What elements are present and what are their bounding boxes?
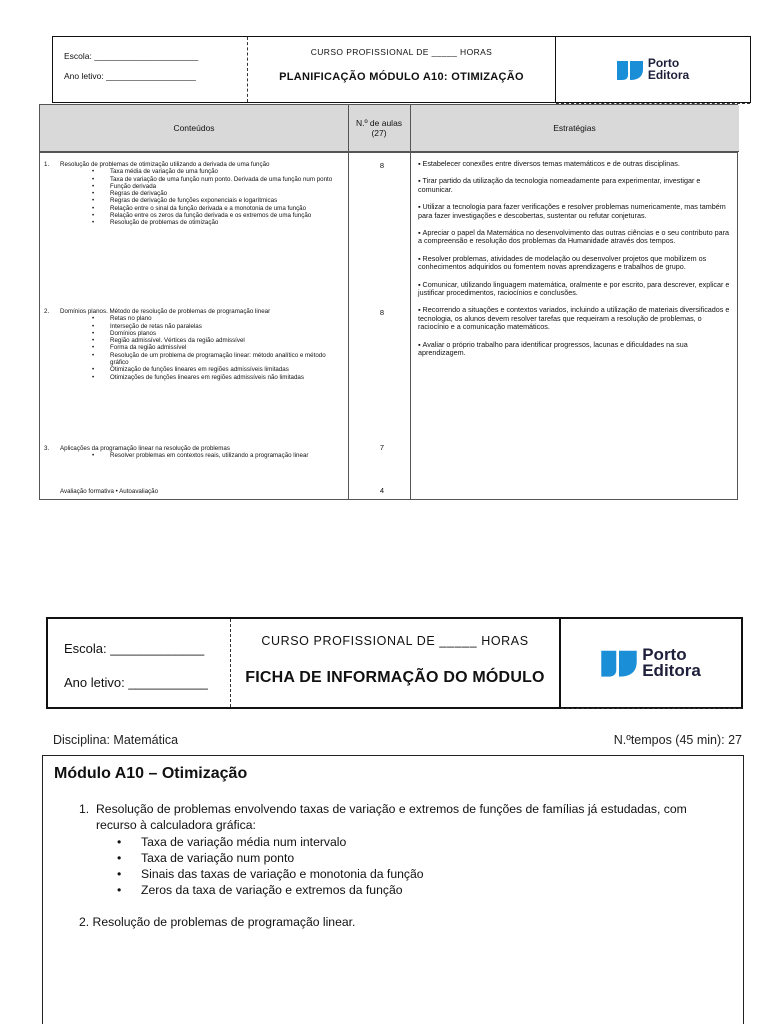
course-title-cell <box>231 619 561 707</box>
section-title: 1. Resolução de problemas de otimização utilizando a derivada de uma função <box>44 161 270 168</box>
col-estrategias-header: Estratégias <box>410 105 739 152</box>
section-title: 3. Aplicações da programação linear na resolução de problemas <box>44 445 230 452</box>
list-item: • Taxa de variação de uma função num ponto. Derivada de uma função num ponto <box>40 176 348 183</box>
escola-row: Escola: _____________ <box>64 641 205 656</box>
logo-porto: Porto <box>647 56 680 71</box>
ano-letivo-label: Ano letivo: <box>64 71 104 81</box>
estrategia-item: ▪ Avaliar o próprio trabalho para identificar progressos, lacunas e dificuldades na sua aprendizagem. <box>418 341 734 358</box>
estrategia-item: ▪ Comunicar, utilizando linguagem matemática, oralmente e por escrito, para descrever, explicar e justificar procedimentos, raciocínios e conclusões. <box>418 281 734 298</box>
modulo-title: Módulo A10 – Otimização <box>54 765 248 782</box>
table-divider <box>348 105 349 499</box>
list-item: • Região admissível. Vértices da região admissível <box>40 337 348 344</box>
list-item: • Zeros da taxa de variação e extremos da função <box>141 882 719 898</box>
escola-label: Escola: <box>64 51 92 61</box>
estrategias-list <box>418 160 734 367</box>
curso-line: CURSO PROFISSIONAL DE _____ HORAS <box>261 634 529 648</box>
planificacao-header <box>52 36 751 103</box>
modulo-item-2: 2. Resolução de problemas de programação linear. <box>79 914 356 929</box>
ficha-header <box>46 617 743 709</box>
estrategia-item: ▪ Tirar partido da utilização da tecnologia nomeadamente para experimentar, investigar e comunicar. <box>418 177 734 194</box>
list-item: • Taxa de variação num ponto <box>141 850 719 866</box>
list-item: • Relação entre os zeros da função derivada e os extremos de uma função <box>40 212 348 219</box>
list-item: • Função derivada <box>40 183 348 190</box>
modulo-content <box>79 801 719 930</box>
ano-letivo-row: Ano letivo: ___________________ <box>64 71 196 81</box>
course-title-cell <box>248 37 556 102</box>
disciplina-label: Disciplina: Matemática <box>53 733 179 747</box>
list-item: • Relação entre o sinal da função derivada e a monotonia de uma função <box>40 205 348 212</box>
col-aulas-header: N.º de aulas (27) <box>348 105 410 152</box>
list-item: • Regras de derivação de funções exponenciais e logarítmicas <box>40 197 348 204</box>
logo-cell <box>561 619 741 707</box>
estrategia-item: ▪ Apreciar o papel da Matemática no desenvolvimento das outras ciências e o seu contributo para a compreensão e resolução dos problemas da Humanidade através dos tempos. <box>418 229 734 246</box>
section-3-aulas: 7 <box>379 443 385 452</box>
porto-editora-logo <box>601 644 701 680</box>
porto-editora-mark-icon <box>601 648 637 678</box>
list-item: • Taxa média de variação de uma função <box>40 168 348 175</box>
list-item: • Resolução de problemas de otimização <box>40 219 348 226</box>
list-item: • Regras de derivação <box>40 190 348 197</box>
estrategia-item: ▪ Estabelecer conexões entre diversos temas matemáticos e de outras disciplinas. <box>418 160 734 168</box>
modulo-item-1-bullets <box>79 834 719 899</box>
section-title: 2. Domínios planos. Método de resolução de problemas de programação linear <box>44 308 271 315</box>
school-info <box>48 619 231 707</box>
estrategia-item: ▪ Recorrendo a situações e contextos variados, incluindo a utilização de materiais diversificados e tecnologia, os alunos devem resolver tarefas que requeiram a resolução de problemas, o raciocínio e a comunicação matemáticos. <box>418 306 734 331</box>
escola-row: Escola: ______________________ <box>64 51 199 61</box>
list-item: • Resolução de um problema de programação linear: método analítico e método gráfico <box>40 352 348 367</box>
list-item: • Domínios planos <box>40 330 348 337</box>
porto-editora-mark-icon <box>617 59 643 81</box>
section-2 <box>40 308 348 381</box>
logo-editora: Editora <box>642 661 701 680</box>
list-item: • Otimização de funções lineares em regiões admissíveis limitadas <box>40 366 348 373</box>
estrategia-item: ▪ Resolver problemas, atividades de modelação ou desenvolver projetos que mobilizem os conhecimentos adquiridos ou fomentem novas aprendizagens e trabalhos de grupo. <box>418 255 734 272</box>
page-title: PLANIFICAÇÃO MÓDULO A10: OTIMIZAÇÃO <box>279 71 524 83</box>
avaliacao-aulas: 4 <box>379 486 385 495</box>
school-info <box>53 37 248 102</box>
list-item: • Forma da região admissível <box>40 344 348 351</box>
modulo-box <box>42 755 744 1024</box>
logo-porto: Porto <box>642 644 687 664</box>
section-1 <box>40 161 348 227</box>
list-item: • Interseção de retas não paralelas <box>40 323 348 330</box>
ano-letivo-row: Ano letivo: ___________ <box>64 675 208 690</box>
avaliacao-row: Avaliação formativa • Autoavaliação <box>60 488 159 495</box>
ano-letivo-label: Ano letivo: <box>64 675 125 690</box>
logo-editora: Editora <box>647 67 690 82</box>
planificacao-table <box>39 104 738 500</box>
col-conteudos-header: Conteúdos <box>40 105 348 152</box>
list-item: • Retas no plano <box>40 315 348 322</box>
list-item: • Otimizações de funções lineares em regiões admissíveis não limitadas <box>40 374 348 381</box>
escola-label: Escola: <box>64 641 107 656</box>
list-item: • Resolver problemas em contextos reais, utilizando a programação linear <box>40 452 348 459</box>
curso-line: CURSO PROFISSIONAL DE _____ HORAS <box>310 47 493 57</box>
list-item: • Sinais das taxas de variação e monotonia da função <box>141 866 719 882</box>
section-2-aulas: 8 <box>379 308 385 317</box>
logo-cell <box>556 37 750 102</box>
section-3 <box>40 445 348 460</box>
table-divider <box>40 152 737 153</box>
page-title: FICHA DE INFORMAÇÃO DO MÓDULO <box>245 669 545 686</box>
porto-editora-logo <box>617 58 689 81</box>
modulo-item-1: 1. Resolução de problemas envolvendo taxas de variação e extremos de funções de famílias já estudadas, com recurso à calculadora gráfica: <box>79 802 687 833</box>
estrategia-item: ▪ Utilizar a tecnologia para fazer verificações e resolver problemas numericamente, mas também para fazer investigações e descobertas, sustentar ou refutar conjeturas. <box>418 203 734 220</box>
tempos-label: N.ºtempos (45 min): 27 <box>613 733 742 747</box>
list-item: • Taxa de variação média num intervalo <box>141 834 719 850</box>
section-1-aulas: 8 <box>379 161 385 170</box>
